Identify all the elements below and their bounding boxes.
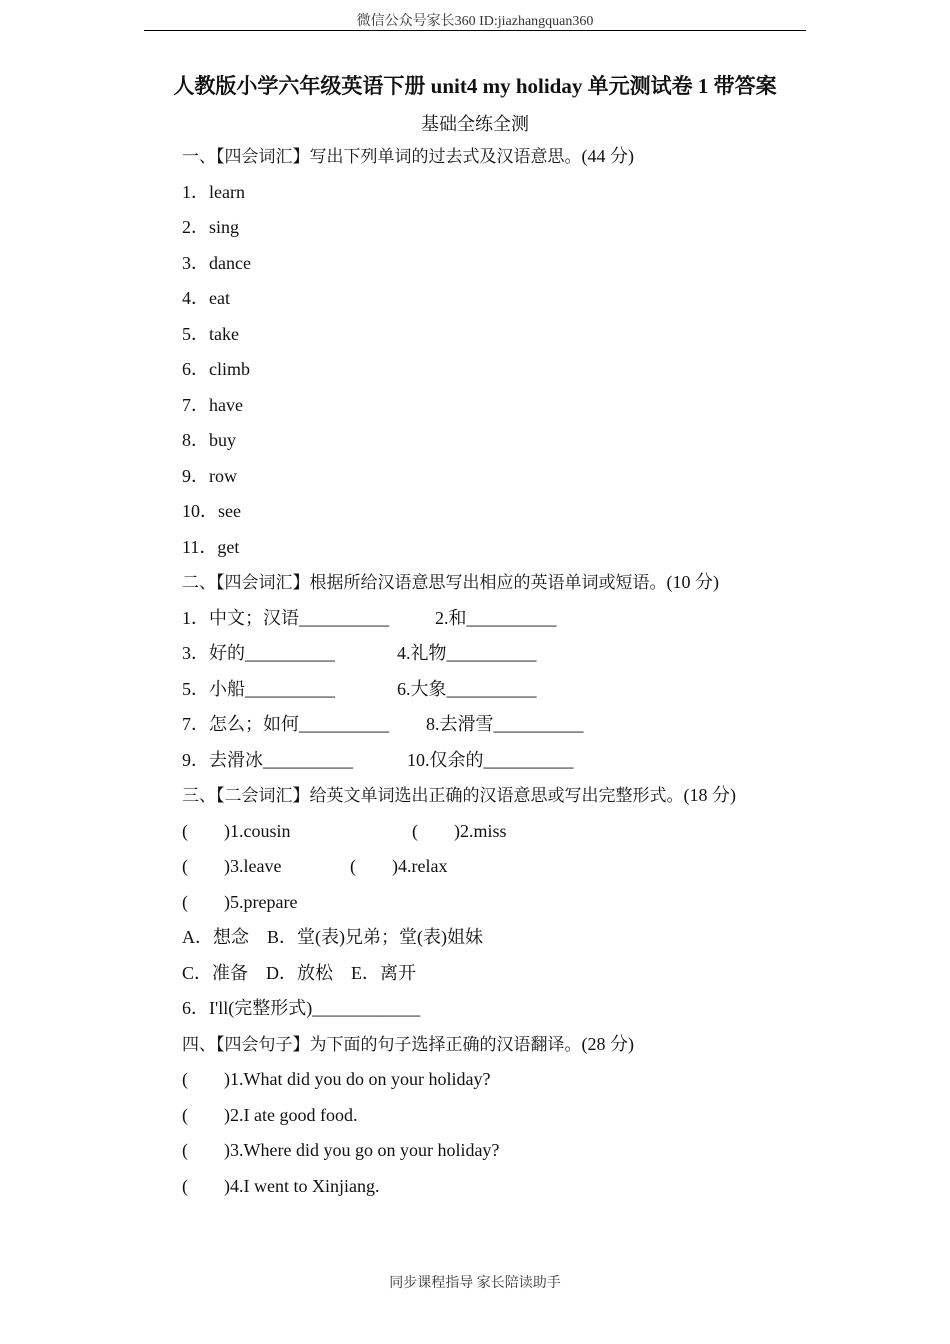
section3-item: ( )4.relax [350, 856, 448, 876]
section1-item: 2．sing [182, 217, 240, 237]
section1-item: 10．see [182, 501, 241, 521]
header-divider [144, 30, 806, 31]
section4-item: ( )3.Where did you go on your holiday? [182, 1140, 500, 1160]
section2-item: 10.仅余的__________ [407, 750, 574, 770]
page-header: 微信公众号家长360 ID:jiazhangquan360 [356, 14, 594, 29]
section1-item: 8．buy [182, 430, 236, 450]
document-title: 人教版小学六年级英语下册 unit4 my holiday 单元测试卷 1 带答案 [173, 74, 777, 98]
section2-heading: 二、【四会词汇】根据所给汉语意思写出相应的英语单词或短语。(10 分) [182, 572, 719, 593]
section1-item: 5．take [182, 324, 239, 344]
section1-item: 3．dance [182, 253, 251, 273]
document-subtitle: 基础全练全测 [421, 114, 529, 134]
section1-heading: 一、【四会词汇】写出下列单词的过去式及汉语意思。(44 分) [182, 146, 634, 167]
section4-item: ( )2.I ate good food. [182, 1105, 358, 1125]
section2-item: 2.和__________ [435, 608, 557, 628]
section3-options: A．想念 B．堂(表)兄弟；堂(表)姐妹 [182, 927, 483, 947]
section3-heading: 三、【二会词汇】给英文单词选出正确的汉语意思或写出完整形式。(18 分) [182, 785, 736, 806]
section2-item: 8.去滑雪__________ [426, 714, 584, 734]
section3-options: C．准备 D．放松 E．离开 [182, 963, 416, 983]
section4-item: ( )4.I went to Xinjiang. [182, 1176, 380, 1196]
section1-item: 9．row [182, 466, 237, 486]
section2-item: 3．好的__________ [182, 643, 335, 663]
section2-item: 7．怎么；如何__________ [182, 714, 389, 734]
section3-item: ( )5.prepare [182, 892, 298, 912]
section2-item: 9．去滑冰__________ [182, 750, 353, 770]
section3-item: ( )1.cousin [182, 821, 291, 841]
section1-item: 6．climb [182, 359, 250, 379]
section3-item: ( )3.leave [182, 856, 282, 876]
section1-item: 1．learn [182, 182, 245, 202]
section1-item: 11．get [182, 537, 240, 557]
section2-item: 4.礼物__________ [397, 643, 537, 663]
page-footer: 同步课程指导 家长陪读助手 [389, 1276, 561, 1291]
section3-item: 6．I'll(完整形式)____________ [182, 998, 421, 1018]
section2-item: 1．中文；汉语__________ [182, 608, 389, 628]
section1-item: 7．have [182, 395, 243, 415]
section4-heading: 四、【四会句子】为下面的句子选择正确的汉语翻译。(28 分) [182, 1034, 634, 1055]
section1-item: 4．eat [182, 288, 230, 308]
section2-item: 6.大象__________ [397, 679, 537, 699]
section2-item: 5．小船__________ [182, 679, 335, 699]
section3-item: ( )2.miss [412, 821, 507, 841]
section4-item: ( )1.What did you do on your holiday? [182, 1069, 491, 1089]
